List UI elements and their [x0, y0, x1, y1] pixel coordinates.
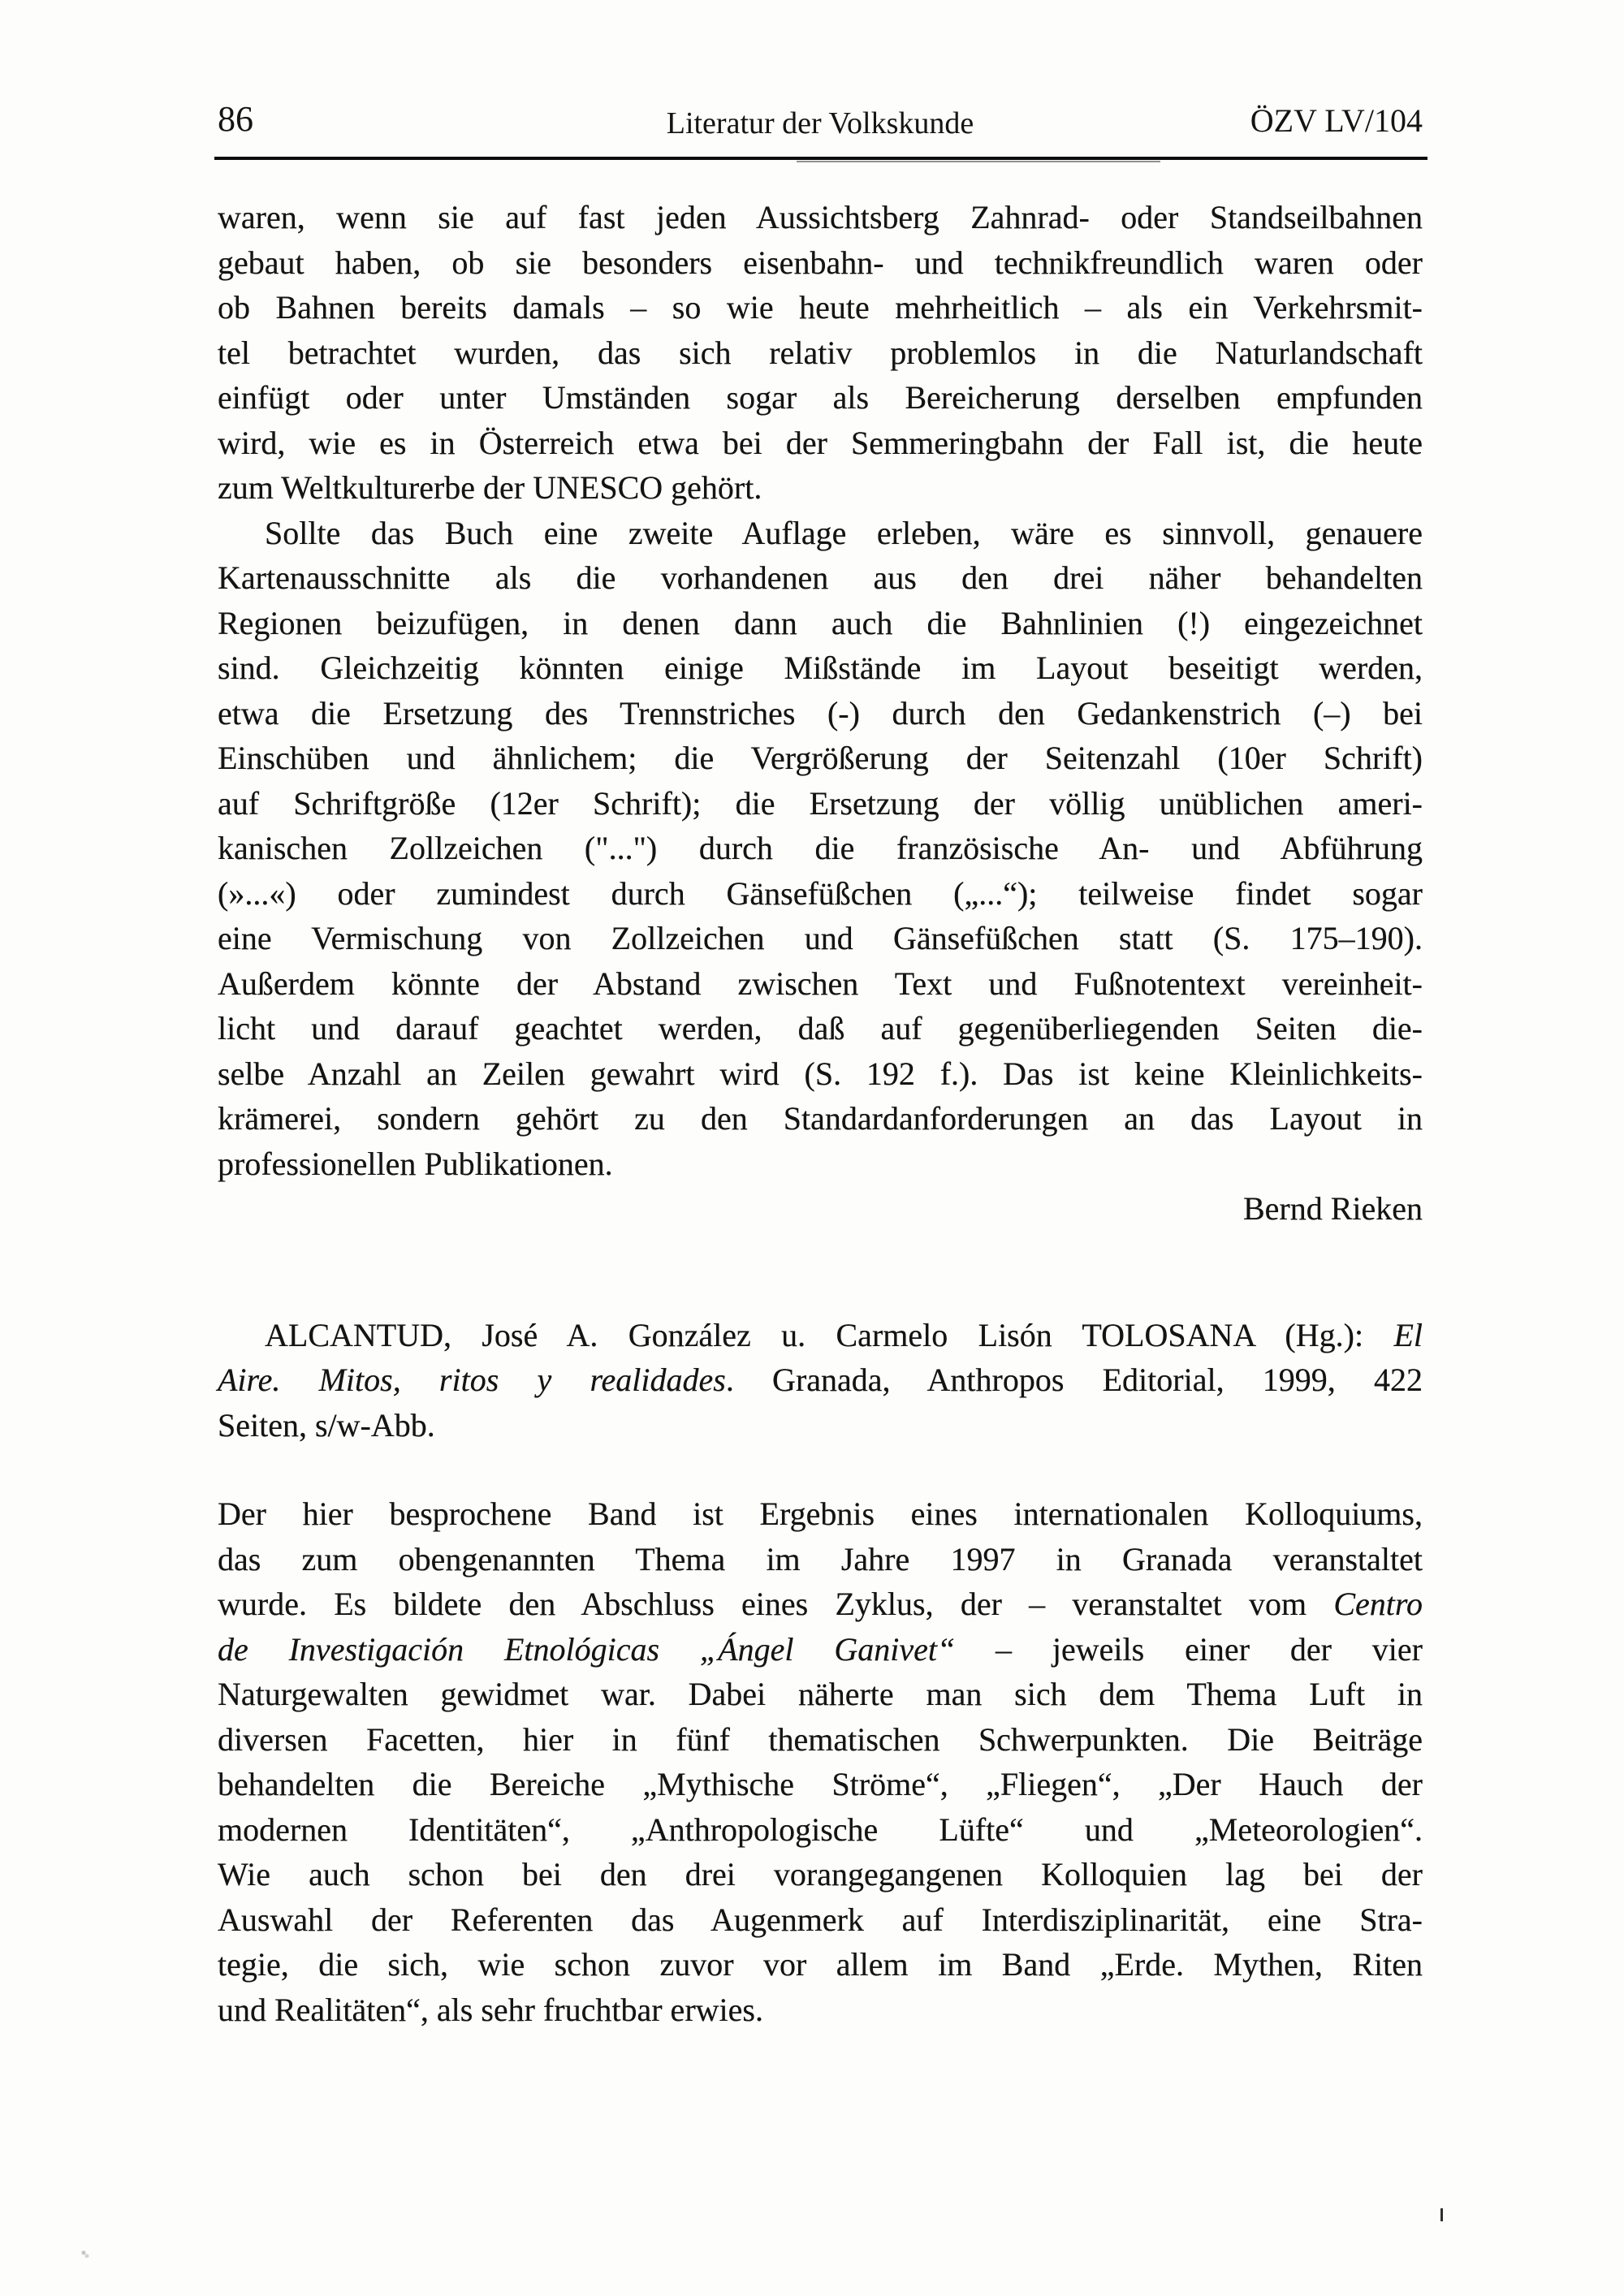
text-line	[218, 1403, 1423, 1448]
text-line	[218, 1807, 1423, 1853]
text-line	[218, 1942, 1423, 1987]
text-line	[218, 465, 1423, 511]
text-segment: einfügt oder unter Umständen sogar als Bereicherung derselben empfunden	[218, 379, 1423, 416]
text-segment: tegie, die sich, wie schon zuvor vor allem im Band „Erde. Mythen, Riten	[218, 1946, 1423, 1983]
text-line	[218, 691, 1423, 736]
text-line	[218, 871, 1423, 917]
text-segment: professionellen Publikationen.	[218, 1145, 613, 1182]
text-segment: Einschüben und ähnlichem; die Vergrößerung der Seitenzahl (10er Schrift)	[218, 740, 1423, 776]
reviewer-signature: Bernd Rieken	[1242, 1190, 1423, 1227]
text-segment: tel betrachtet wurden, das sich relativ problemlos in die Naturlandschaft	[218, 334, 1423, 371]
text-line	[218, 1717, 1423, 1763]
text-segment: wurde. Es bildete den Abschluss eines Zyklus, der – veranstaltet vom	[218, 1586, 1334, 1622]
text-segment: modernen Identitäten“, „Anthropologische Lüfte“ und „Meteorologien“.	[218, 1810, 1423, 1848]
text-line	[218, 511, 1423, 556]
text-segment: sind. Gleichzeitig könnten einige Mißstände im Layout beseitigt werden,	[218, 650, 1423, 686]
text-line	[218, 1051, 1423, 1097]
italic-text-segment: de Investigación Etnológicas „Ángel Ganivet“	[218, 1630, 956, 1668]
running-title: Literatur der Volkskunde	[666, 106, 974, 140]
text-segment: selbe Anzahl an Zeilen gewahrt wird (S. 192 f.). Das ist keine Kleinlichkeits-	[218, 1055, 1423, 1092]
italic-text-segment: El	[1393, 1316, 1423, 1353]
text-segment: . Granada, Anthropos Editorial, 1999, 422	[725, 1362, 1423, 1398]
text-line	[218, 1672, 1423, 1717]
text-line	[218, 330, 1423, 376]
page-body	[218, 195, 1423, 2032]
text-segment: das zum obengenannten Thema im Jahre 1997 in Granada veranstaltet	[218, 1540, 1423, 1577]
text-line	[218, 1142, 1423, 1187]
text-segment: ALCANTUD, José A. González u. Carmelo Lisón TOLOSANA (Hg.):	[265, 1316, 1394, 1353]
text-segment: Kartenausschnitte als die vorhandenen aus den drei näher behandelten	[218, 559, 1423, 596]
text-segment: Außerdem könnte der Abstand zwischen Text und Fußnotentext vereinheit-	[218, 965, 1423, 1002]
text-segment: krämerei, sondern gehört zu den Standardanforderungen an das Layout in	[218, 1100, 1423, 1137]
header-rule	[214, 157, 1427, 160]
italic-text-segment: Aire. Mitos, ritos y realidades	[218, 1362, 726, 1398]
text-segment: gebaut haben, ob sie besonders eisenbahn- und technikfreundlich waren oder	[218, 244, 1423, 281]
text-segment: ob Bahnen bereits damals – so wie heute mehrheitlich – als ein Verkehrsmit-	[218, 289, 1423, 326]
text-line	[218, 826, 1423, 871]
text-segment: (»...«) oder zumindest durch Gänsefüßchen („...“); teilweise findet sogar	[218, 874, 1423, 912]
review-text-paragraph	[218, 511, 1423, 1187]
text-segment: auf Schriftgröße (12er Schrift); die Ersetzung der völlig unüblichen ameri-	[218, 784, 1423, 822]
bibliography-entry	[218, 1313, 1423, 1448]
text-line	[218, 1627, 1423, 1672]
text-segment: zum Weltkulturerbe der UNESCO gehört.	[218, 469, 762, 506]
text-line	[218, 645, 1423, 691]
text-line	[218, 916, 1423, 961]
text-line	[218, 781, 1423, 826]
scan-artifact	[1440, 2208, 1443, 2221]
text-line	[218, 421, 1423, 466]
journal-issue: ÖZV LV/104	[1250, 102, 1423, 139]
text-segment: eine Vermischung von Zollzeichen und Gänsefüßchen statt (S. 175–190).	[218, 920, 1423, 956]
text-segment: Naturgewalten gewidmet war. Dabei näherte man sich dem Thema Luft in	[218, 1676, 1423, 1712]
text-line	[218, 961, 1423, 1007]
italic-text-segment: Centro	[1333, 1586, 1423, 1622]
text-line	[218, 195, 1423, 240]
running-header	[218, 97, 1423, 143]
text-line	[218, 1006, 1423, 1051]
text-segment: etwa die Ersetzung des Trennstriches (-) durch den Gedankenstrich (–) bei	[218, 694, 1423, 732]
text-segment: Wie auch schon bei den drei vorangegangenen Kolloquien lag bei der	[218, 1856, 1423, 1892]
text-segment: und Realitäten“, als sehr fruchtbar erwies.	[218, 1991, 763, 2028]
text-segment: kanischen Zollzeichen ("...") durch die französische An- und Abführung	[218, 830, 1423, 866]
text-line	[218, 1582, 1423, 1627]
text-line	[218, 1096, 1423, 1142]
text-segment: diversen Facetten, hier in fünf thematischen Schwerpunkten. Die Beiträge	[218, 1720, 1423, 1758]
text-segment: Sollte das Buch eine zweite Auflage erleben, wäre es sinnvoll, genauere	[265, 514, 1423, 551]
review-text-continuation	[218, 195, 1423, 511]
text-segment: wird, wie es in Österreich etwa bei der Semmeringbahn der Fall ist, die heute	[218, 424, 1423, 461]
text-segment: behandelten die Bereiche „Mythische Ströme“, „Fliegen“, „Der Hauch der	[218, 1766, 1423, 1802]
text-line	[218, 1491, 1423, 1537]
text-line	[218, 1762, 1423, 1807]
text-segment: Regionen beizufügen, in denen dann auch die Bahnlinien (!) eingezeichnet	[218, 604, 1423, 641]
review-body	[218, 1491, 1423, 2032]
text-line	[218, 736, 1423, 781]
text-line	[218, 1987, 1423, 2033]
text-segment: – jeweils einer der vier	[955, 1630, 1423, 1668]
text-line	[218, 555, 1423, 601]
text-line	[218, 285, 1423, 330]
text-line	[218, 1852, 1423, 1897]
scan-artifact	[81, 2251, 89, 2258]
text-segment: Der hier besprochene Band ist Ergebnis eines internationalen Kolloquiums,	[218, 1495, 1423, 1532]
text-segment: Auswahl der Referenten das Augenmerk auf Interdisziplinarität, eine Stra-	[218, 1901, 1423, 1938]
text-line	[218, 1357, 1423, 1403]
text-line	[218, 375, 1423, 421]
text-line	[218, 1537, 1423, 1582]
text-segment: licht und darauf geachtet werden, daß auf gegenüberliegenden Seiten die-	[218, 1010, 1423, 1047]
text-segment: waren, wenn sie auf fast jeden Aussichtsberg Zahnrad- oder Standseilbahnen	[218, 199, 1423, 235]
text-line	[218, 1313, 1423, 1358]
text-line	[218, 240, 1423, 286]
text-line	[218, 601, 1423, 646]
text-line	[218, 1897, 1423, 1943]
text-segment: Seiten, s/w-Abb.	[218, 1406, 435, 1444]
page-number: 86	[218, 99, 253, 139]
